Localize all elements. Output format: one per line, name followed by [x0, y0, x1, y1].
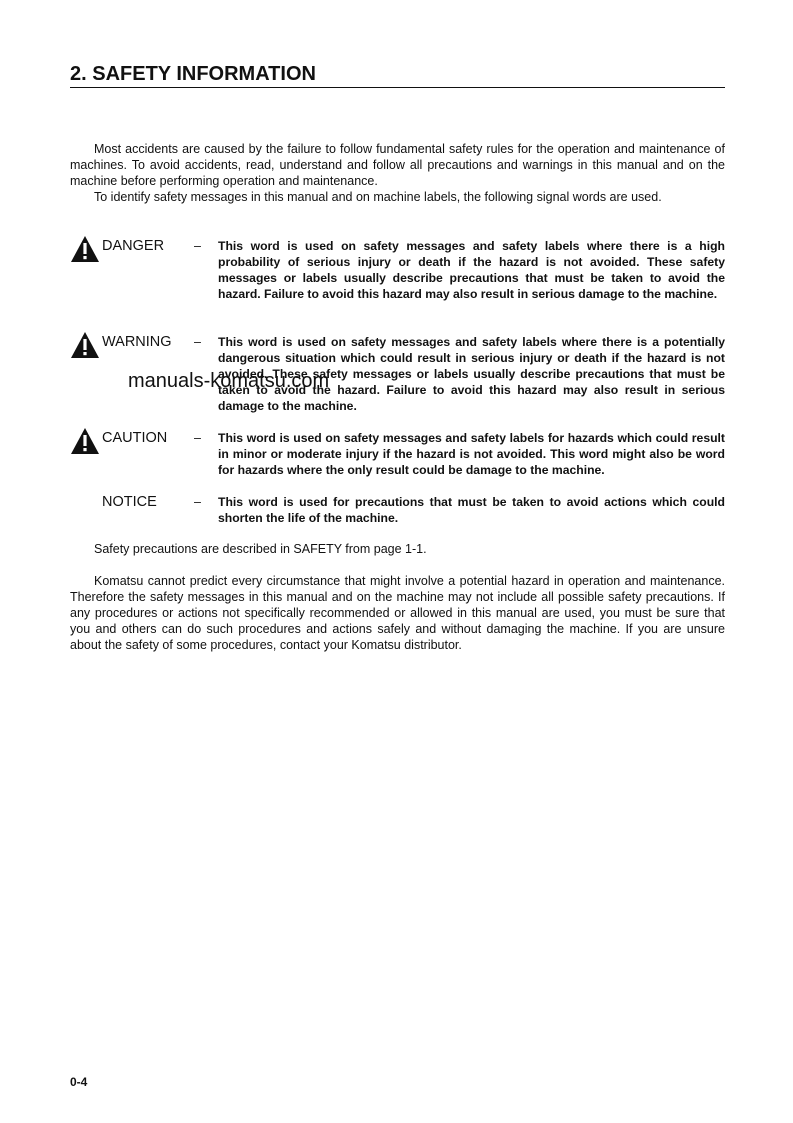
page-number: 0-4: [70, 1075, 88, 1089]
signal-description-caution: This word is used on safety messages and safety labels for hazards which could result in minor or moderate injury if the hazard is not avoided. This word might also be word for hazards where the only result could be damage to the machine.: [218, 431, 725, 477]
signal-word-caution: CAUTION: [102, 430, 168, 446]
warning-triangle-icon: [70, 427, 100, 455]
warning-triangle-icon: [70, 235, 100, 263]
signal-danger: [70, 235, 725, 325]
intro-paragraph-1: Most accidents are caused by the failure to follow fundamental safety rules for the operation and maintenance of machines. To avoid accidents, read, understand and follow all precautions and warnings in this manual and on the machine before performing operation and maintenance.: [70, 142, 725, 188]
signal-description-warning: This word is used on safety messages and safety labels where there is a potentially dangerous situation which could result in serious injury or death if the hazard is not avoided. These safety messages or labels usually describe precautions that must be taken to avoid the hazard. Failure to avoid this hazard may also result in serious damage to the machine.: [218, 335, 725, 413]
section-title: 2. SAFETY INFORMATION: [70, 62, 725, 88]
signal-description-danger: This word is used on safety messages and safety labels where there is a high probability of serious injury or death if the hazard is not avoided. These safety messages or labels usually describe precautions that must be taken to avoid the hazard. Failure to avoid this hazard may also result in serious damage to the machine.: [218, 239, 725, 301]
intro-paragraph-2: To identify safety messages in this manual and on machine labels, the following signal words are used.: [94, 190, 662, 204]
dash-separator: –: [194, 495, 201, 509]
komatsu-paragraph: Komatsu cannot predict every circumstance that might involve a potential hazard in operation and maintenance. Therefore the safety messages in this manual and on the machine may not include all possible safety precautions. If any procedures or actions not specifically recommended or allowed in this manual are used, you must be sure that you and others can do such procedures and actions safely and without damaging the machine. If you are unsure about the safety of some procedures, contact your Komatsu distributor.: [70, 574, 725, 652]
precautions-reference: Safety precautions are described in SAFETY from page 1-1.: [94, 542, 427, 556]
signal-word-danger: DANGER: [102, 238, 165, 254]
dash-separator: –: [194, 239, 201, 253]
signal-word-notice: NOTICE: [102, 494, 157, 510]
signal-warning: [70, 331, 725, 421]
warning-triangle-icon: [70, 331, 100, 359]
signal-description-notice: This word is used for precautions that must be taken to avoid actions which could shorten the life of the machine.: [218, 495, 725, 525]
dash-separator: –: [194, 431, 201, 445]
dash-separator: –: [194, 335, 201, 349]
signal-notice: [70, 491, 725, 581]
signal-word-warning: WARNING: [102, 334, 172, 350]
watermark-text: manuals-komatsu.com: [128, 370, 330, 392]
